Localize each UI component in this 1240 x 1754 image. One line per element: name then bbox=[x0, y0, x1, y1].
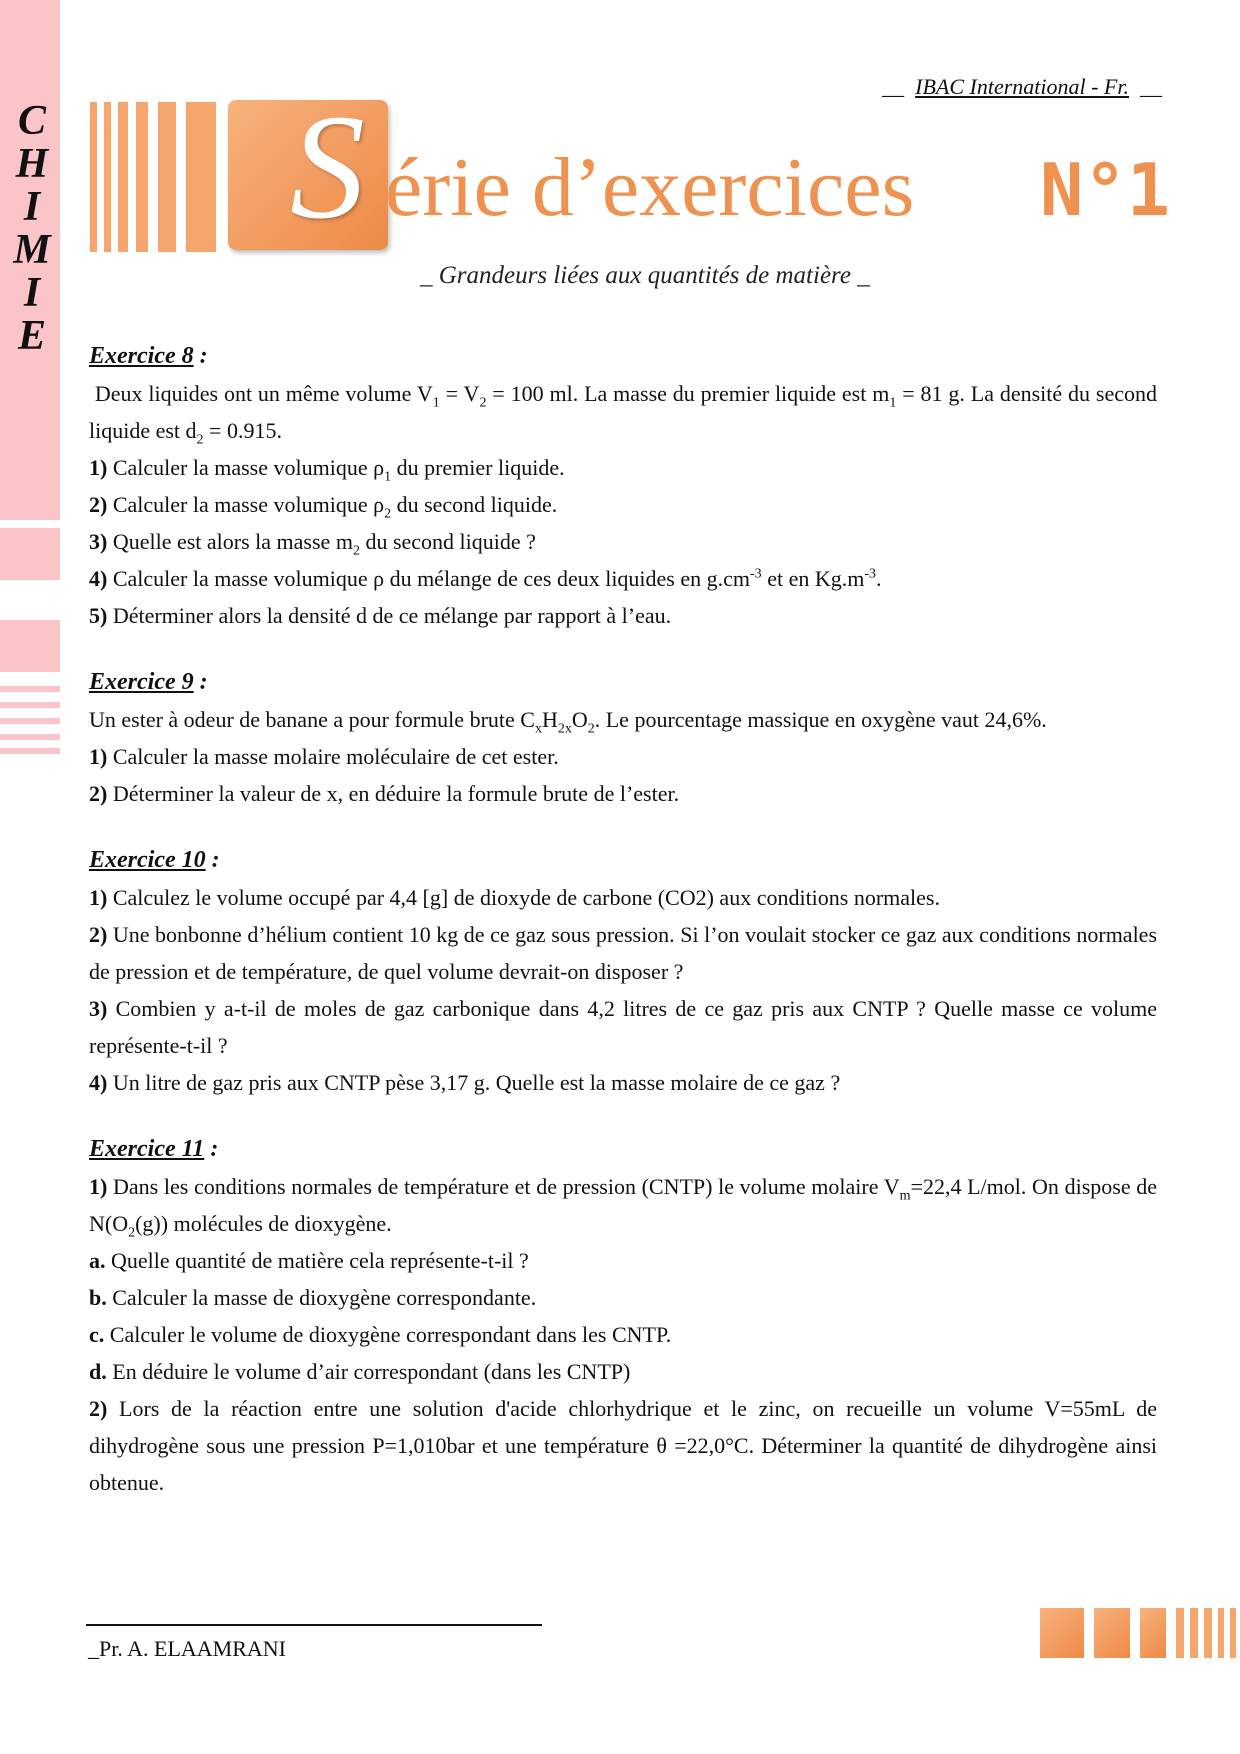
sidebar-decor-block bbox=[0, 528, 60, 580]
question-2: 2) Déterminer la valeur de x, en déduire la formule brute de l’ester. bbox=[89, 781, 680, 806]
title-stripe bbox=[90, 102, 97, 252]
sidebar-decor-line bbox=[0, 718, 60, 724]
sidebar-letter: I bbox=[23, 270, 41, 316]
footer-decor-square bbox=[1140, 1608, 1166, 1658]
sidebar-subject bbox=[10, 100, 54, 358]
exercise-8 bbox=[89, 338, 1157, 634]
page-title: érie d’exercices bbox=[385, 141, 915, 234]
title-stripe bbox=[104, 102, 111, 252]
exercise-9 bbox=[89, 664, 1157, 812]
series-number: N°1 bbox=[1040, 148, 1171, 232]
question-1a: a. Quelle quantité de matière cela représente-t-il ? bbox=[89, 1248, 529, 1273]
question-5: 5) Déterminer alors la densité d de ce mélange par rapport à l’eau. bbox=[89, 603, 672, 628]
sidebar-decor-line bbox=[0, 686, 60, 692]
question-2: 2) Calculer la masse volumique $\rho_2$ du second liquide. bbox=[89, 492, 558, 522]
question-3: 3) Combien y a-t-il de moles de gaz carbonique dans 4,2 litres de ce gaz pris aux CNTP ? Quelle masse ce volume représente-t-il ? bbox=[89, 996, 1157, 1058]
exercise-title: Exercice 11 : bbox=[89, 1136, 219, 1162]
footer-decor-bar bbox=[1218, 1608, 1224, 1658]
exercise-list bbox=[89, 338, 1157, 1531]
question-1b: b. Calculer la masse de dioxygène correspondante. bbox=[89, 1285, 537, 1310]
title-stripe bbox=[158, 102, 176, 252]
question-3: 3) Quelle est alors la masse $m_2$ du second liquide ? bbox=[89, 529, 536, 559]
footer-decor-bar bbox=[1176, 1608, 1184, 1658]
sidebar-decor-line bbox=[0, 734, 60, 740]
footer-decor-square bbox=[1094, 1608, 1130, 1658]
exercise-intro: Deux liquides ont un même volume $V_1 = V_2 = 100$ ml. La masse du premier liquide est $m_1 = 81$ g. La densité du second liquide est $d_2 = 0.915$. bbox=[89, 381, 1157, 448]
question-1: 1) Calculer la masse molaire moléculaire de cet ester. bbox=[89, 744, 559, 769]
exercise-10 bbox=[89, 842, 1157, 1101]
title-stripe bbox=[186, 102, 216, 252]
sidebar-decor-line bbox=[0, 702, 60, 708]
sidebar-letter: H bbox=[15, 141, 49, 187]
footer-rule bbox=[86, 1624, 542, 1626]
sidebar-letter: E bbox=[17, 313, 46, 359]
title-stripe bbox=[118, 102, 128, 252]
footer-decor-square bbox=[1040, 1608, 1084, 1658]
question-4: 4) Calculer la masse volumique ρ du mélange de ces deux liquides en $g.cm^{-3}$ et en $Kg.m^{-3}$. bbox=[89, 566, 882, 591]
title-stripe bbox=[136, 102, 148, 252]
question-2: 2) Lors de la réaction entre une solution d'acide chlorhydrique et le zinc, on recueille un volume V=55mL de dihydrogène sous une pression P=1,010bar et une température θ =22,0°C. Déterminer la quantité de dihydrogène ainsi obtenue. bbox=[89, 1396, 1158, 1495]
footer-decor-bar bbox=[1204, 1608, 1212, 1658]
question-1d: d. En déduire le volume d’air correspondant (dans les CNTP) bbox=[89, 1359, 631, 1384]
question-1: 1) Calculer la masse volumique $\rho_1$ du premier liquide. bbox=[89, 455, 565, 485]
sidebar-letter: M bbox=[13, 227, 51, 273]
question-1: 1) Calculez le volume occupé par 4,4 [g] de dioxyde de carbone (CO2) aux conditions normales. bbox=[89, 885, 940, 910]
question-1: 1) Dans les conditions normales de température et de pression (CNTP) le volume molaire $V_m=22,4$ L/mol. On dispose de $N(O_2(g))$ molécules de dioxygène. bbox=[89, 1174, 1158, 1241]
exercise-title: Exercice 8 : bbox=[89, 343, 208, 369]
exercise-intro: Un ester à odeur de banane a pour formule brute $C_xH_{2x}O_2$. Le pourcentage massique en oxygène vaut 24,6%. bbox=[89, 707, 1047, 737]
title-initial: S bbox=[290, 84, 365, 250]
footer-decor-bar bbox=[1190, 1608, 1198, 1658]
exercise-11 bbox=[89, 1131, 1157, 1501]
question-2: 2) Une bonbonne d’hélium contient 10 kg de ce gaz sous pression. Si l’on voulait stocker ce gaz aux conditions normales de pression et de température, de quel volume devrait-on disposer ? bbox=[89, 922, 1158, 984]
sidebar-decor-block bbox=[0, 620, 60, 672]
page-subtitle: _ Grandeurs liées aux quantités de matière _ bbox=[420, 262, 870, 289]
exercise-title: Exercice 9 : bbox=[89, 669, 208, 695]
sidebar-letter: C bbox=[17, 98, 46, 144]
header-reference: __ IBAC International - Fr. __ bbox=[882, 74, 1162, 99]
exercise-title: Exercice 10 : bbox=[89, 847, 220, 873]
footer-author: _Pr. A. ELAAMRANI bbox=[88, 1636, 287, 1661]
sidebar-letter: I bbox=[23, 184, 41, 230]
sidebar-decor-line bbox=[0, 748, 60, 754]
footer-decor-bar bbox=[1230, 1608, 1236, 1658]
question-1c: c. Calculer le volume de dioxygène correspondant dans les CNTP. bbox=[89, 1322, 672, 1347]
question-4: 4) Un litre de gaz pris aux CNTP pèse 3,17 g. Quelle est la masse molaire de ce gaz ? bbox=[89, 1070, 841, 1095]
